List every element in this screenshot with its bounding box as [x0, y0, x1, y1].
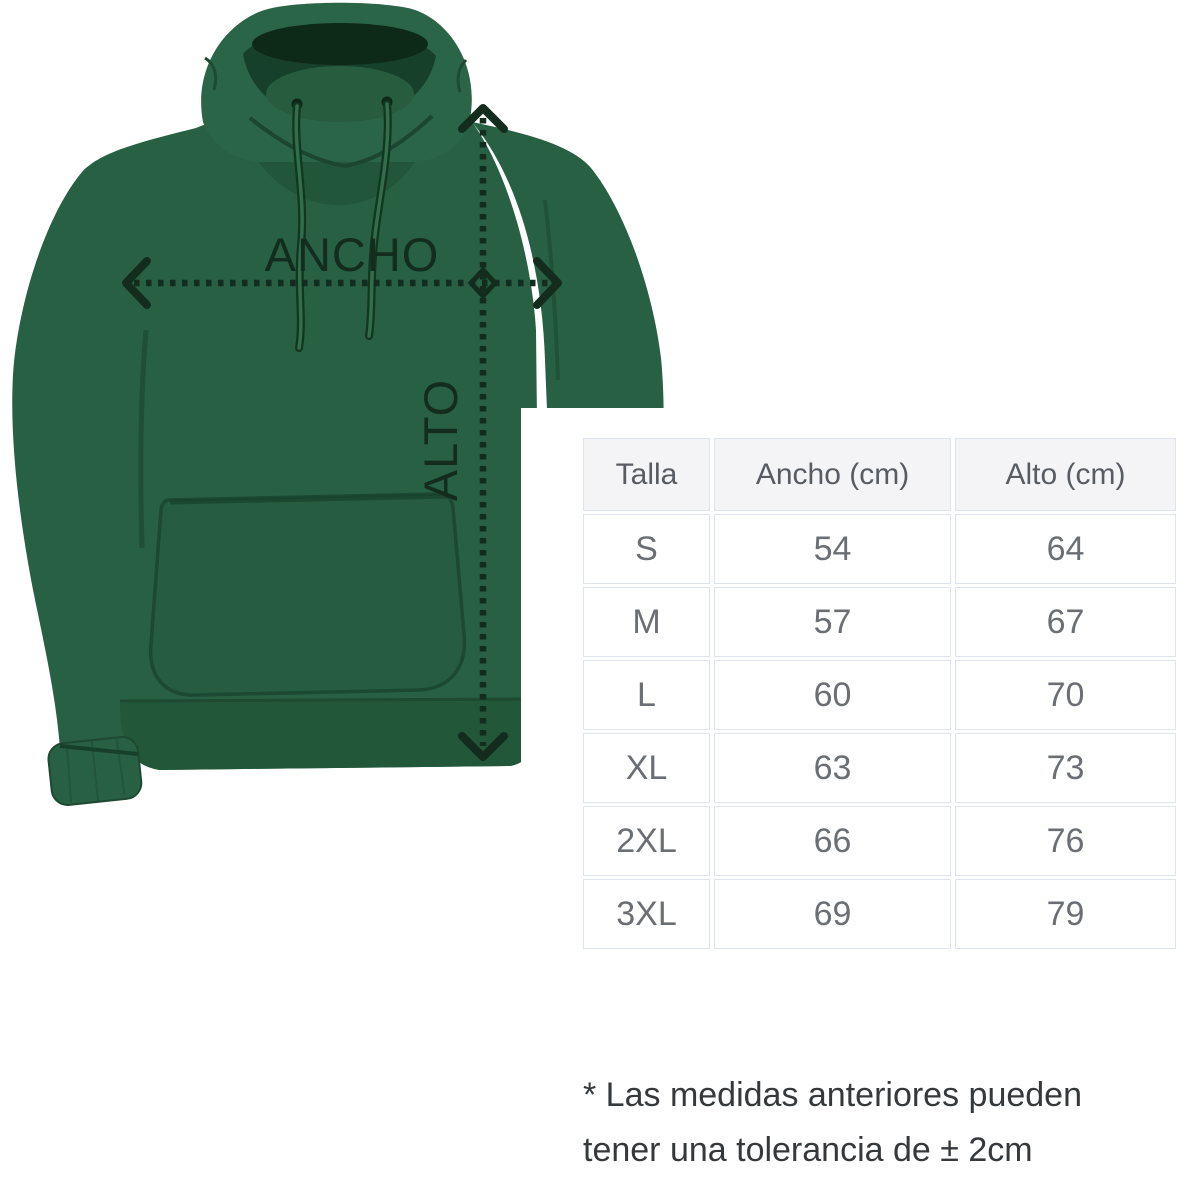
hood-back-inner — [266, 66, 414, 122]
alto-cell: 64 — [955, 514, 1176, 584]
alto-cell: 67 — [955, 587, 1176, 657]
header-cell-ancho: Ancho (cm) — [714, 438, 951, 511]
alto-cell: 76 — [955, 806, 1176, 876]
talla-cell: XL — [583, 733, 710, 803]
header-cell-talla: Talla — [583, 438, 710, 511]
talla-cell: 3XL — [583, 879, 710, 949]
footnote-line-1: * Las medidas anteriores pueden — [583, 1076, 1082, 1114]
table-row — [583, 660, 1176, 730]
ancho-cell: 57 — [714, 587, 951, 657]
footnote-line-2: tener una tolerancia de ± 2cm — [583, 1131, 1033, 1169]
ancho-cell: 63 — [714, 733, 951, 803]
height-label: ALTO — [414, 378, 467, 502]
hem-seam — [120, 699, 540, 701]
talla-cell: S — [583, 514, 710, 584]
ancho-cell: 60 — [714, 660, 951, 730]
kangaroo-pocket — [151, 494, 465, 695]
talla-cell: M — [583, 587, 710, 657]
alto-cell: 73 — [955, 733, 1176, 803]
table-row — [583, 879, 1176, 949]
hoodie-hem-band — [120, 700, 540, 770]
table-row — [583, 587, 1176, 657]
alto-cell: 79 — [955, 879, 1176, 949]
table-row — [583, 806, 1176, 876]
hood-opening-deep-shadow — [252, 23, 428, 65]
table-row — [583, 514, 1176, 584]
alto-cell: 70 — [955, 660, 1176, 730]
talla-cell: 2XL — [583, 806, 710, 876]
table-header-row — [583, 438, 1176, 511]
width-label: ANCHO — [264, 228, 440, 281]
ancho-cell: 66 — [714, 806, 951, 876]
table-row — [583, 733, 1176, 803]
ancho-cell: 69 — [714, 879, 951, 949]
tolerance-footnote — [583, 1068, 1183, 1178]
header-cell-alto: Alto (cm) — [955, 438, 1176, 511]
size-table — [579, 435, 1180, 952]
ancho-cell: 54 — [714, 514, 951, 584]
talla-cell: L — [583, 660, 710, 730]
